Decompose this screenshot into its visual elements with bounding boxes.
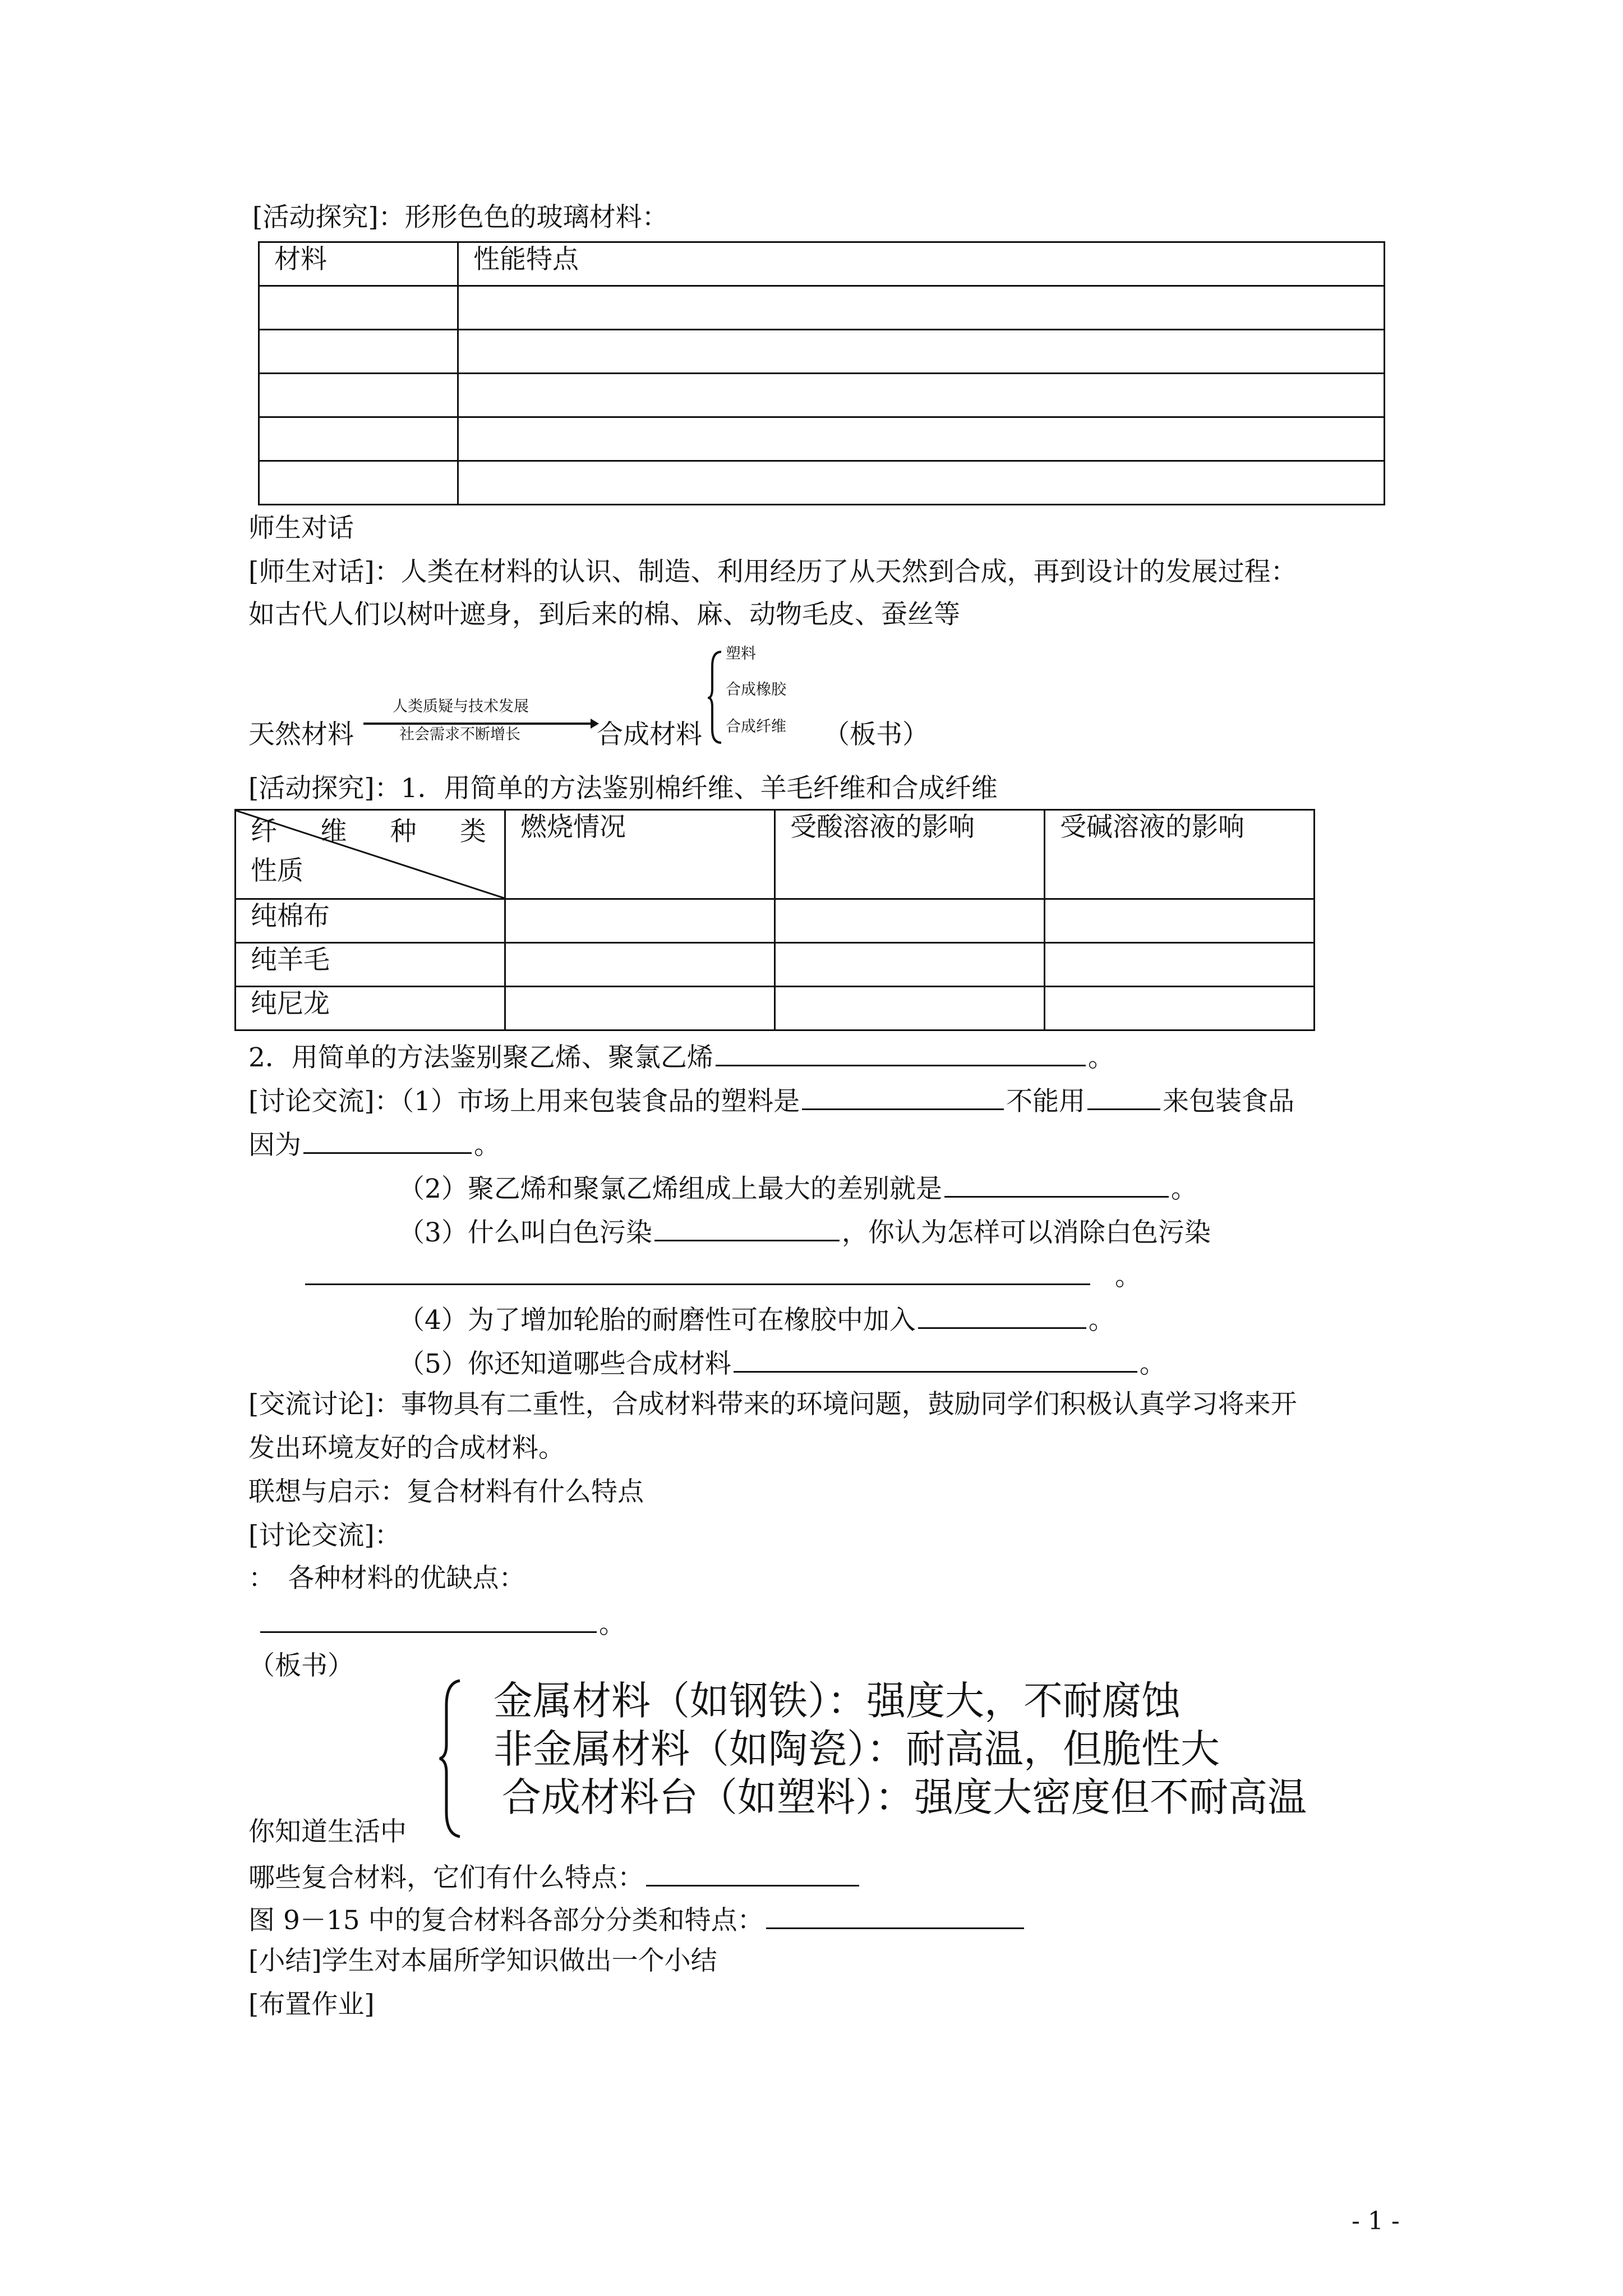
dq3-blank-2[interactable] (305, 1257, 1090, 1285)
flow-branch-rubber: 合成橡胶 (726, 681, 786, 698)
dq5-text: （5）你还知道哪些合成材料 (398, 1349, 731, 1379)
table-cell (775, 899, 1045, 943)
dq4-end: 。 (1088, 1305, 1115, 1336)
dq2-text: （2）聚乙烯和聚氯乙烯组成上最大的差别就是 (398, 1174, 942, 1204)
q1-text-b: 不能用 (1006, 1086, 1086, 1117)
glass-activity-heading: [活动探究]：形形色色的玻璃材料： (252, 202, 668, 233)
fiber-row-cotton: 纯棉布 (236, 899, 505, 943)
fiber-col-acid: 受酸溶液的影响 (775, 810, 1045, 899)
q1-text-d: 因为 (248, 1130, 301, 1161)
figure-question-blank[interactable] (766, 1901, 1024, 1929)
table-cell (259, 286, 458, 330)
table-cell (775, 987, 1045, 1030)
board-label: （板书） (248, 1650, 354, 1681)
corner-char: 种 (390, 816, 417, 847)
q1-text-a: [讨论交流]：（1）市场上用来包装食品的塑料是 (248, 1086, 800, 1117)
fiber-col-burning: 燃烧情况 (505, 810, 775, 899)
table-cell (1045, 987, 1315, 1030)
fiber-col-alkali: 受碱溶液的影响 (1045, 810, 1315, 899)
table-cell (259, 461, 458, 505)
association-text: 联想与启示：复合材料有什么特点 (248, 1476, 644, 1507)
exchange-text-1: [交流讨论]：事物具有二重性，合成材料带来的环境问题，鼓励同学们积极认真学习将来开 (248, 1389, 1297, 1420)
q2-blank[interactable] (716, 1038, 1086, 1066)
dq3-text-a: （3）什么叫白色污染 (398, 1217, 652, 1248)
corner-char: 维 (320, 816, 347, 847)
table-cell (259, 417, 458, 461)
dq5-blank[interactable] (734, 1344, 1137, 1373)
pros-cons-answer (258, 1604, 625, 1641)
table-cell (1045, 899, 1315, 943)
table-cell (259, 374, 458, 417)
q1-text-c: 来包装食品 (1163, 1086, 1295, 1117)
pros-cons-blank[interactable] (260, 1604, 597, 1633)
discussion-q1-cont (248, 1125, 500, 1162)
summary-text: [小结]学生对本届所学知识做出一个小结 (248, 1945, 717, 1976)
flow-branch-fiber: 合成纤维 (726, 718, 786, 735)
board-line-metal: 金属材料（如钢铁）：强度大，不耐腐蚀 (494, 1678, 1181, 1724)
dq4-text: （4）为了增加轮胎的耐磨性可在橡胶中加入 (398, 1305, 916, 1336)
corner-char: 类 (459, 816, 486, 847)
discussion-q3-line (398, 1213, 1211, 1250)
discussion-q2-line (398, 1169, 1197, 1206)
table-cell (458, 417, 1385, 461)
board-line-synthetic: 合成材料台（如塑料）：强度大密度但不耐高温 (502, 1774, 1307, 1820)
discussion-q5-line (398, 1344, 1166, 1381)
dq5-end: 。 (1139, 1349, 1166, 1379)
flow-brace (708, 650, 725, 745)
fiber-activity-heading: [活动探究]：1．用简单的方法鉴别棉纤维、羊毛纤维和合成纤维 (248, 773, 998, 804)
discussion-q4-line (398, 1300, 1115, 1337)
board-brace (437, 1677, 465, 1840)
dq2-blank[interactable] (944, 1169, 1169, 1198)
dq2-end: 。 (1170, 1174, 1197, 1204)
table-row (236, 899, 1315, 943)
dialogue-text-1: [师生对话]：人类在材料的认识、制造、利用经历了从天然到合成，再到设计的发展过程： (248, 556, 1297, 587)
fiber-row-nylon: 纯尼龙 (236, 987, 505, 1030)
flow-natural: 天然材料 (248, 719, 354, 750)
table-cell (505, 943, 775, 987)
corner-bottom-label: 性质 (251, 855, 303, 886)
flow-arrow-bottom-label: 社会需求不断增长 (399, 726, 520, 743)
flow-branch-plastic: 塑料 (726, 645, 756, 662)
q1-blank-1[interactable] (802, 1082, 1004, 1110)
table-cell (1045, 943, 1315, 987)
table-cell (458, 461, 1385, 505)
table-row (259, 374, 1385, 417)
board-line-nonmetal: 非金属材料（如陶瓷）：耐高温，但脆性大 (494, 1726, 1220, 1772)
glass-col-material: 材料 (259, 242, 458, 286)
flow-board-note: （板书） (823, 719, 929, 750)
page-number: - 1 - (1352, 2207, 1400, 2235)
exchange-text-2: 发出环境友好的合成材料。 (248, 1433, 565, 1464)
glass-table (258, 241, 1385, 505)
table-cell (458, 330, 1385, 374)
flow-arrow-top-label: 人类质疑与技术发展 (393, 698, 529, 715)
q1-blank-3[interactable] (303, 1125, 472, 1154)
table-cell (775, 943, 1045, 987)
table-row (236, 943, 1315, 987)
q2-text: 2．用简单的方法鉴别聚乙烯、聚氯乙烯 (248, 1042, 713, 1073)
discussion-q3-cont (303, 1257, 1141, 1294)
dq3-end: 。 (1115, 1261, 1141, 1292)
corner-char: 纤 (251, 816, 277, 847)
table-cell (259, 330, 458, 374)
discussion-q1-line (248, 1082, 1294, 1119)
fiber-row-wool: 纯羊毛 (236, 943, 505, 987)
pros-cons-end: 。 (599, 1609, 625, 1640)
fiber-table (234, 809, 1315, 1031)
table-row (259, 286, 1385, 330)
life-text-1: 你知道生活中 (248, 1816, 407, 1847)
pros-cons-text: ： 各种材料的优缺点： (248, 1563, 525, 1594)
dialogue-label: 师生对话 (248, 513, 354, 544)
flow-synthetic: 合成材料 (597, 719, 702, 750)
table-row (259, 417, 1385, 461)
q1-blank-2[interactable] (1087, 1082, 1160, 1110)
figure-question-line (248, 1901, 1026, 1938)
table-row (259, 330, 1385, 374)
corner-top-labels (251, 815, 486, 849)
dq3-text-b: ，你认为怎样可以消除白色污染 (841, 1217, 1211, 1248)
life-text-2: 哪些复合材料，它们有什么特点： (248, 1862, 644, 1893)
dialogue-text-2: 如古代人们以树叶遮身，到后来的棉、麻、动物毛皮、蚕丝等 (248, 599, 960, 630)
life-line-2 (248, 1858, 861, 1895)
q1-text-e: 。 (474, 1130, 500, 1161)
dq4-blank[interactable] (918, 1300, 1086, 1329)
homework-text: [布置作业] (248, 1989, 375, 2020)
fiber-corner-cell (236, 810, 505, 899)
q2-line (248, 1038, 1114, 1075)
figure-question-text: 图 9－15 中的复合材料各部分分类和特点： (248, 1905, 764, 1936)
glass-col-property: 性能特点 (458, 242, 1385, 286)
life-blank[interactable] (646, 1858, 859, 1887)
table-cell (458, 374, 1385, 417)
table-cell (505, 899, 775, 943)
table-cell (505, 987, 775, 1030)
dq3-blank-1[interactable] (654, 1213, 840, 1241)
q2-end: 。 (1087, 1042, 1114, 1073)
table-row (259, 461, 1385, 505)
discussion-2-label: [讨论交流]： (248, 1520, 401, 1551)
table-cell (458, 286, 1385, 330)
table-row (236, 987, 1315, 1030)
